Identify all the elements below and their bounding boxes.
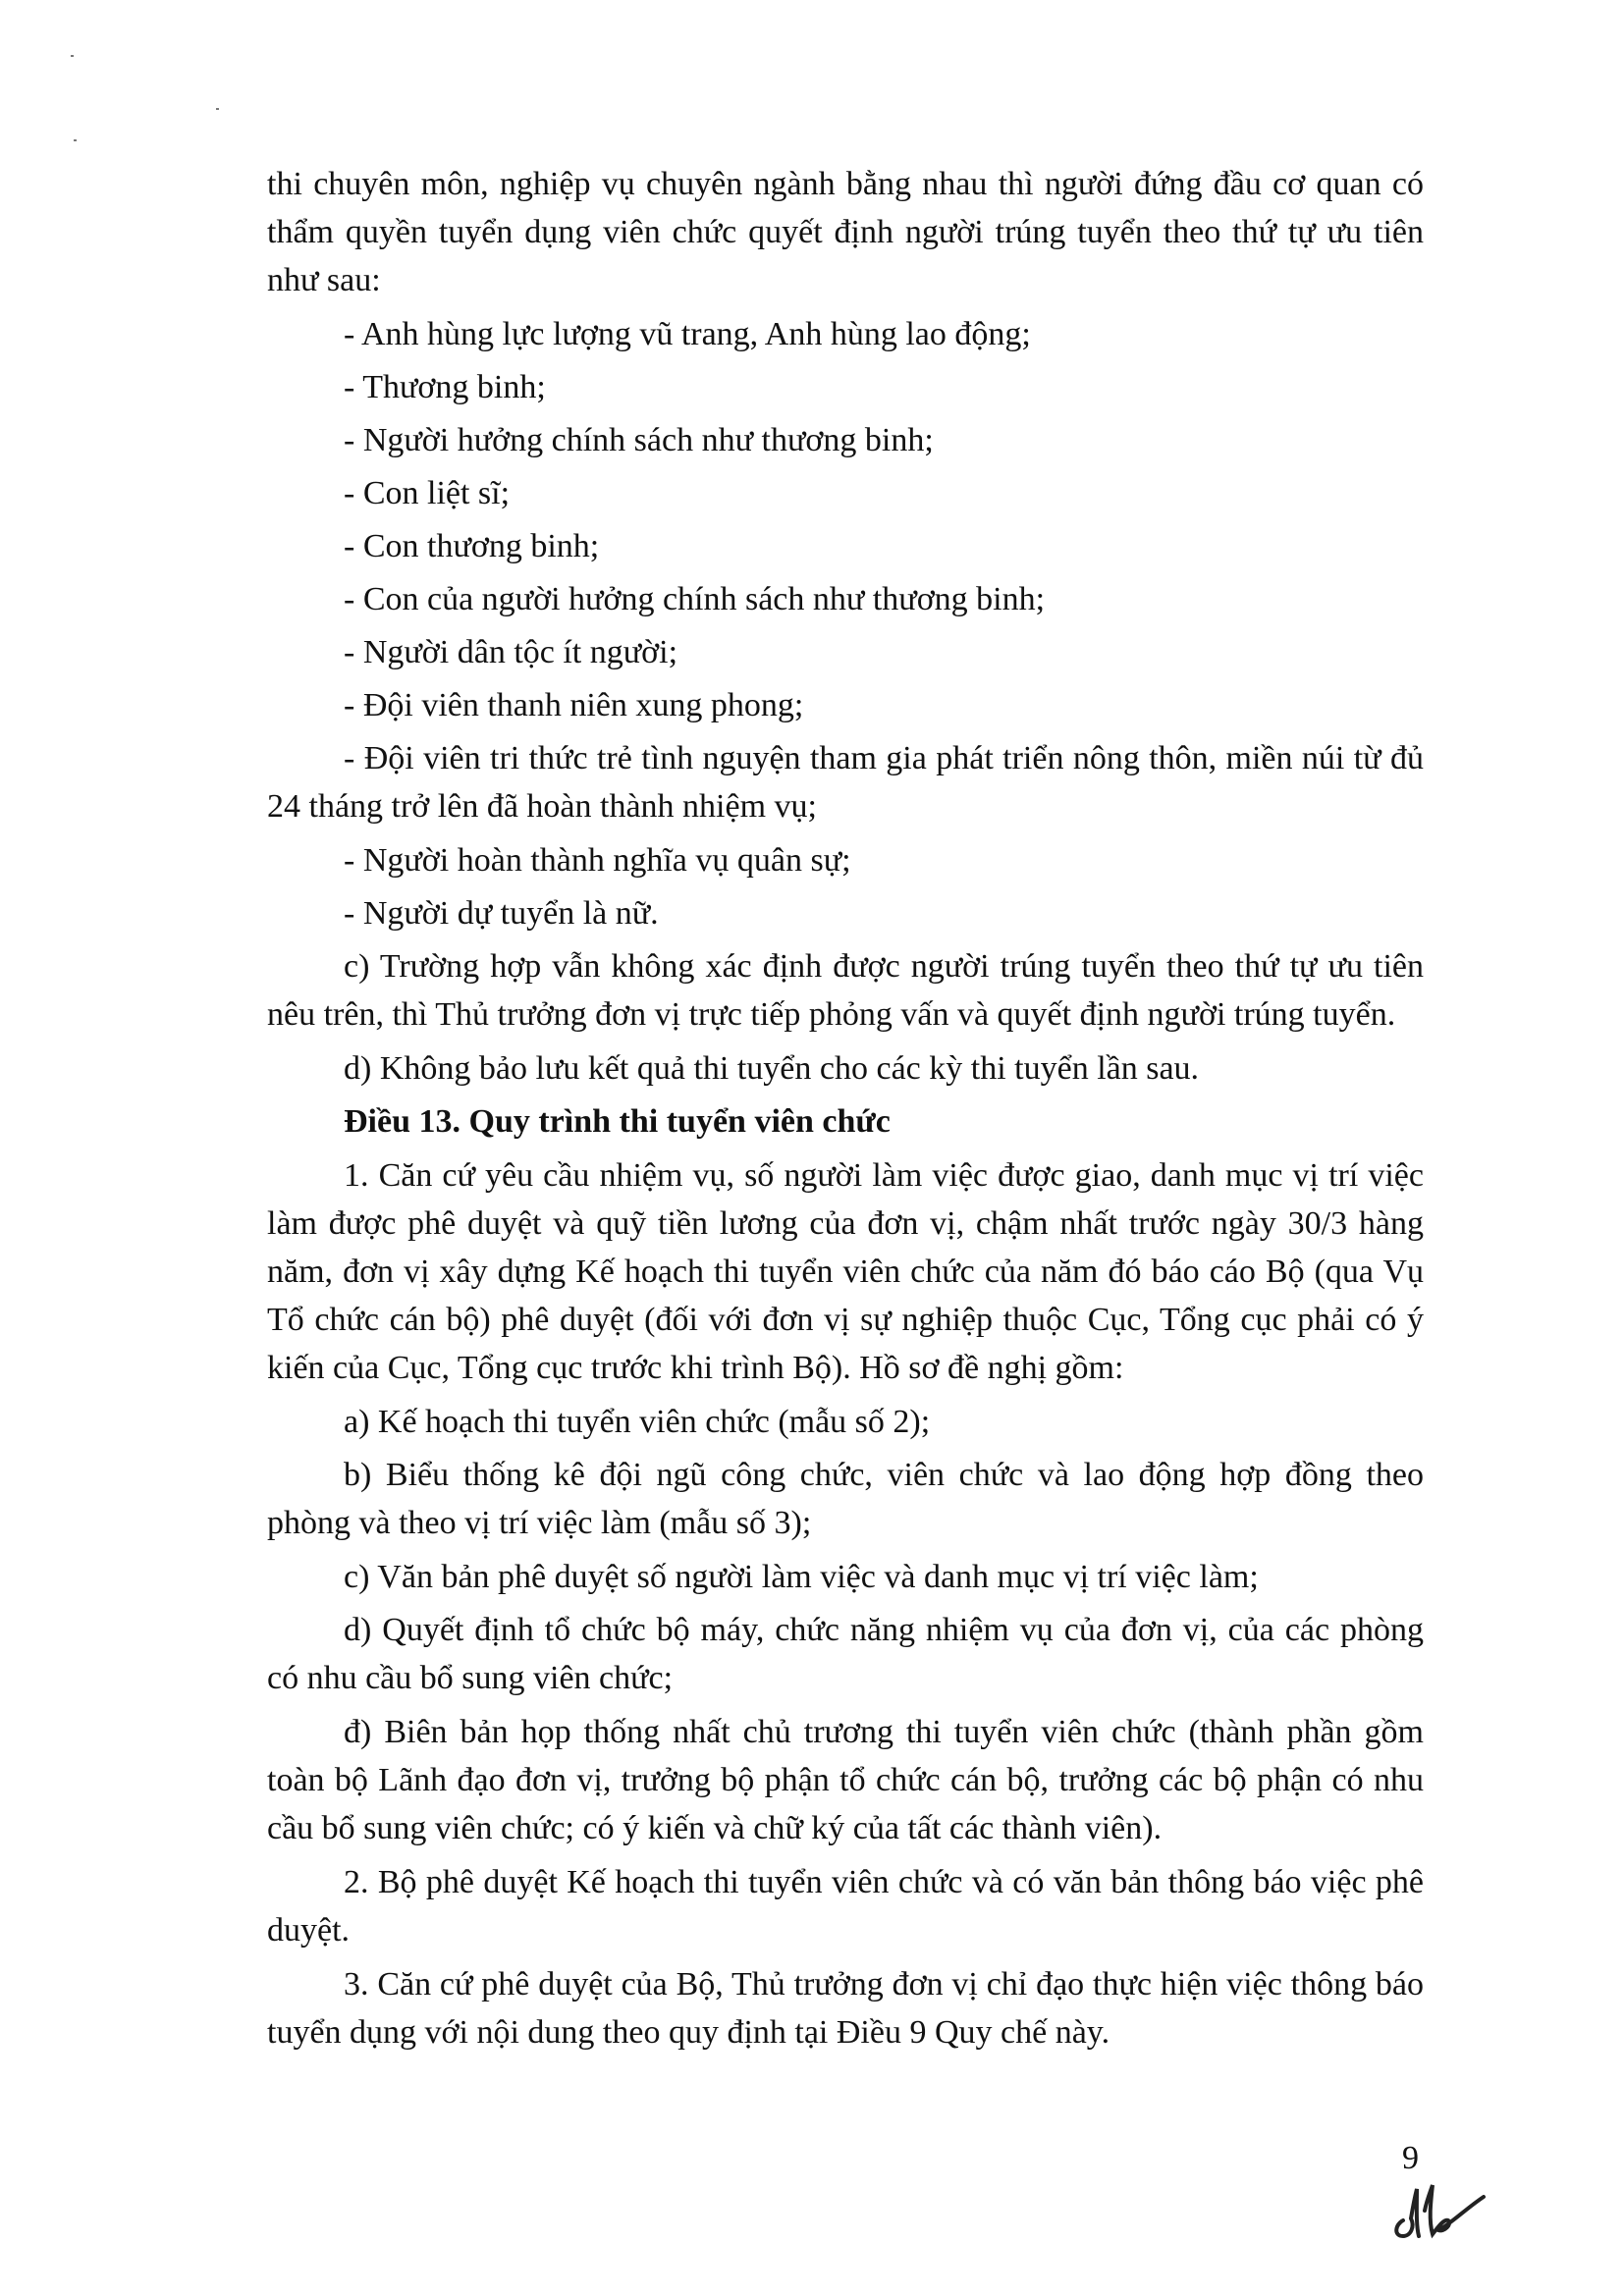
list-item: - Người dân tộc ít người; xyxy=(344,634,678,670)
paragraph: 3. Căn cứ phê duyệt của Bộ, Thủ trưởng đơn vị chỉ đạo thực hiện việc thông báo tuyển dụng với nội dung theo quy định tại Điều 9 Quy chế này. xyxy=(267,1966,1424,2051)
list-item: - Anh hùng lực lượng vũ trang, Anh hùng lao động; xyxy=(344,316,1031,352)
page-number: 9 xyxy=(1402,2140,1419,2176)
paragraph: c) Trường hợp vẫn không xác định được người trúng tuyển theo thứ tự ưu tiên nêu trên, thì Thủ trưởng đơn vị trực tiếp phỏng vấn và quyết định người trúng tuyển. xyxy=(267,948,1424,1033)
paragraph: b) Biểu thống kê đội ngũ công chức, viên chức và lao động hợp đồng theo phòng và theo vị trí việc làm (mẫu số 3); xyxy=(267,1457,1424,1541)
list-item: - Người hưởng chính sách như thương binh; xyxy=(344,422,934,458)
list-item: - Con thương binh; xyxy=(344,528,600,564)
paragraph: 2. Bộ phê duyệt Kế hoạch thi tuyển viên chức và có văn bản thông báo việc phê duyệt. xyxy=(267,1864,1424,1949)
list-item: - Con liệt sĩ; xyxy=(344,475,511,511)
paragraph: 1. Căn cứ yêu cầu nhiệm vụ, số người làm việc được giao, danh mục vị trí việc làm được phê duyệt và quỹ tiền lương của đơn vị, chậm nhất trước ngày 30/3 hàng năm, đơn vị xây dựng Kế hoạch thi tuyển viên chức của năm đó báo cáo Bộ (qua Vụ Tổ chức cán bộ) phê duyệt (đối với đơn vị sự nghiệp thuộc Cục, Tổng cục phải có ý kiến của Cục, Tổng cục trước khi trình Bộ). Hồ sơ đề nghị gồm: xyxy=(267,1157,1424,1386)
list-item: a) Kế hoạch thi tuyển viên chức (mẫu số 2); xyxy=(344,1404,931,1440)
list-item: - Thương binh; xyxy=(344,369,546,405)
list-item: c) Văn bản phê duyệt số người làm việc và danh mục vị trí việc làm; xyxy=(344,1559,1259,1595)
list-item: - Con của người hưởng chính sách như thương binh; xyxy=(344,581,1046,617)
document-body xyxy=(267,160,1424,2062)
handwritten-initials-signature xyxy=(1389,2177,1488,2246)
paragraph: d) Quyết định tổ chức bộ máy, chức năng nhiệm vụ của đơn vị, của các phòng có nhu cầu bổ sung viên chức; xyxy=(267,1612,1424,1696)
scan-speck xyxy=(71,55,74,57)
scan-speck xyxy=(216,108,219,110)
article-heading: Điều 13. Quy trình thi tuyển viên chức xyxy=(344,1103,891,1140)
paragraph: - Đội viên tri thức trẻ tình nguyện tham gia phát triển nông thôn, miền núi từ đủ 24 tháng trở lên đã hoàn thành nhiệm vụ; xyxy=(267,740,1424,825)
paragraph: thi chuyên môn, nghiệp vụ chuyên ngành bằng nhau thì người đứng đầu cơ quan có thẩm quyền tuyển dụng viên chức quyết định người trúng tuyển theo thứ tự ưu tiên như sau: xyxy=(267,166,1424,298)
paragraph: đ) Biên bản họp thống nhất chủ trương thi tuyển viên chức (thành phần gồm toàn bộ Lãnh đạo đơn vị, trưởng bộ phận tổ chức cán bộ, trưởng các bộ phận có nhu cầu bổ sung viên chức; có ý kiến và chữ ký của tất các thành viên). xyxy=(267,1714,1424,1846)
scan-speck xyxy=(74,139,77,141)
list-item: - Đội viên thanh niên xung phong; xyxy=(344,687,804,723)
list-item: d) Không bảo lưu kết quả thi tuyển cho các kỳ thi tuyển lần sau. xyxy=(344,1050,1200,1087)
list-item: - Người dự tuyển là nữ. xyxy=(344,895,659,932)
list-item: - Người hoàn thành nghĩa vụ quân sự; xyxy=(344,842,851,879)
